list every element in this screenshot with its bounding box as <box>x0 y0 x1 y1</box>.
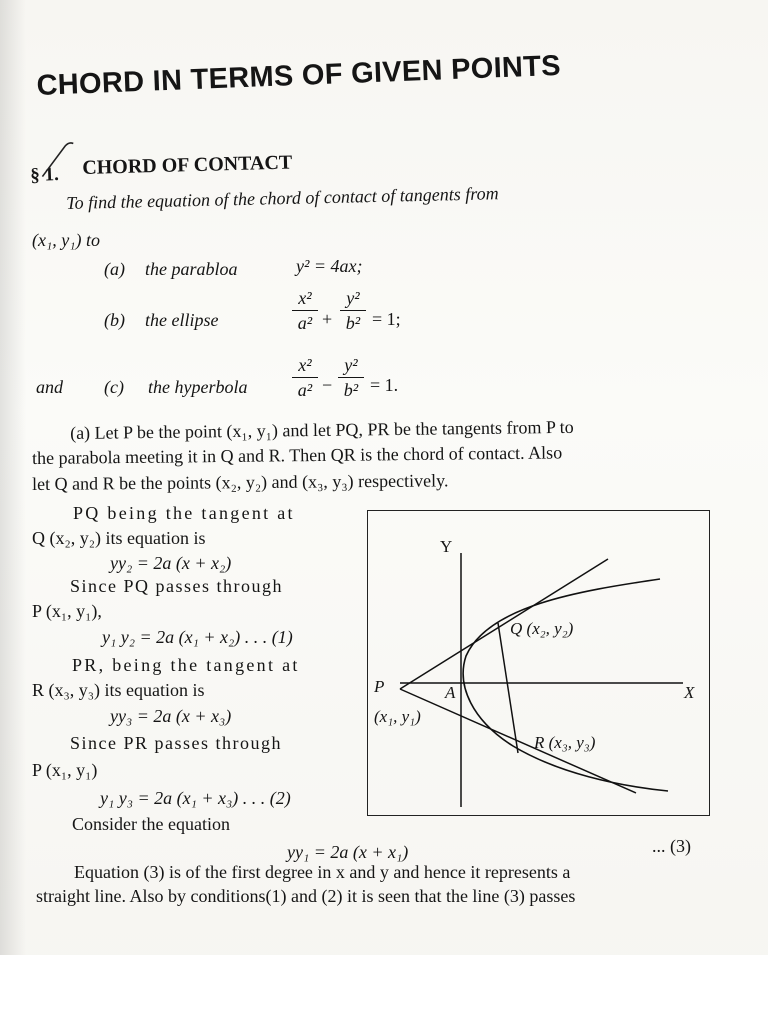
page-title: CHORD IN TERMS OF GIVEN POINTS <box>36 49 562 102</box>
intro-line-1: To find the equation of the chord of contact of tangents from <box>66 183 499 213</box>
fraction-bar <box>340 310 366 311</box>
section-number <box>30 164 59 187</box>
case-b-frac-y-num: y² <box>346 288 360 308</box>
page-edge-shadow <box>0 0 26 1024</box>
tangent-pr-line <box>400 689 636 793</box>
point-q-label: Q (x₂, y₂) <box>510 619 574 638</box>
closing-line-2: straight line. Also by conditions(1) and (2) it is seen that the line (3) passes <box>36 886 576 906</box>
case-c-frac-y-den: b² <box>343 380 359 400</box>
derivation-line-7: PR, being the tangent at <box>72 655 300 675</box>
derivation-eq-1: yy₂ = 2a (x + x₂) <box>110 553 232 573</box>
tangent-pq-line <box>400 559 608 689</box>
case-b-operator: + <box>322 309 333 329</box>
case-c-tag: (c) <box>104 377 124 397</box>
parabola-diagram <box>368 511 711 817</box>
case-b-frac-x-num: x² <box>298 288 312 308</box>
case-c-fraction-x <box>292 354 318 401</box>
para-a-line-2: the parabola meeting it in Q and R. Then QR is the chord of contact. Also <box>32 442 563 468</box>
case-c-frac-x-num: x² <box>298 355 312 375</box>
parabola-figure <box>367 510 710 816</box>
case-a-name: the parabloa <box>145 259 238 279</box>
case-c-operator: − <box>322 375 333 395</box>
case-c-name: the hyperbola <box>148 377 248 397</box>
case-c-fraction-y <box>338 354 364 401</box>
derivation-eq-2: y₁ y₂ = 2a (x₁ + x₂) . . . (1) <box>102 627 293 647</box>
equation-3: yy₁ = 2a (x + x₁) <box>287 842 409 862</box>
point-p-label: P <box>374 677 385 696</box>
origin-label: A <box>445 683 456 702</box>
case-b-frac-x-den: a² <box>297 313 313 333</box>
derivation-eq-4: y₁ y₃ = 2a (x₁ + x₃) . . . (2) <box>100 788 291 808</box>
intro-line-2: (x₁, y₁) to <box>32 230 100 250</box>
case-a-tag: (a) <box>104 259 125 279</box>
case-c-frac-x-den: a² <box>297 380 313 400</box>
case-c-rhs: = 1. <box>370 375 399 395</box>
section-heading: CHORD OF CONTACT <box>82 151 293 179</box>
y-axis-label: Y <box>440 537 453 556</box>
case-b-tag: (b) <box>104 310 125 330</box>
fraction-bar <box>292 377 318 378</box>
section-number-text: § 1. <box>30 164 60 186</box>
x-axis-label: X <box>684 683 695 702</box>
case-c-frac-y-num: y² <box>344 355 358 375</box>
fraction-bar <box>338 377 364 378</box>
case-b-frac-y-den: b² <box>345 313 361 333</box>
point-p-coords-label: (x₁, y₁) <box>374 707 421 726</box>
closing-line-1: Equation (3) is of the first degree in x and y and hence it represents a <box>74 862 571 882</box>
equation-3-ref: ... (3) <box>652 836 691 856</box>
derivation-line-10: Since PR passes through <box>70 733 282 753</box>
derivation-line-1: PQ being the tangent at <box>73 503 295 523</box>
case-b-rhs: = 1; <box>372 309 401 329</box>
derivation-line-2: Q (x₂, y₂) its equation is <box>32 528 206 548</box>
derivation-eq-3: yy₃ = 2a (x + x₃) <box>110 706 232 726</box>
derivation-line-8: R (x₃, y₃) its equation is <box>32 680 205 700</box>
case-c-prefix: and <box>36 377 63 397</box>
para-a-line-1: (a) Let P be the point (x₁, y₁) and let PQ, PR be the tangents from P to <box>70 416 574 443</box>
fraction-bar <box>292 310 318 311</box>
parabola-curve <box>463 579 668 791</box>
case-b-fraction-y <box>340 287 366 334</box>
pen-strike-mark <box>35 139 76 180</box>
case-b-name: the ellipse <box>145 310 219 330</box>
derivation-line-5: P (x₁, y₁), <box>32 601 102 621</box>
para-a-line-3: let Q and R be the points (x₂, y₂) and (x₃, y₃) respectively. <box>32 470 449 494</box>
case-b-fraction-x <box>292 287 318 334</box>
point-r-label: R (x₃, y₃) <box>534 733 596 752</box>
page-bottom-margin <box>0 955 768 1024</box>
derivation-line-11: P (x₁, y₁) <box>32 760 98 780</box>
case-a-equation: y² = 4ax; <box>296 256 363 276</box>
derivation-line-13: Consider the equation <box>72 814 230 834</box>
derivation-line-4: Since PQ passes through <box>70 576 283 596</box>
